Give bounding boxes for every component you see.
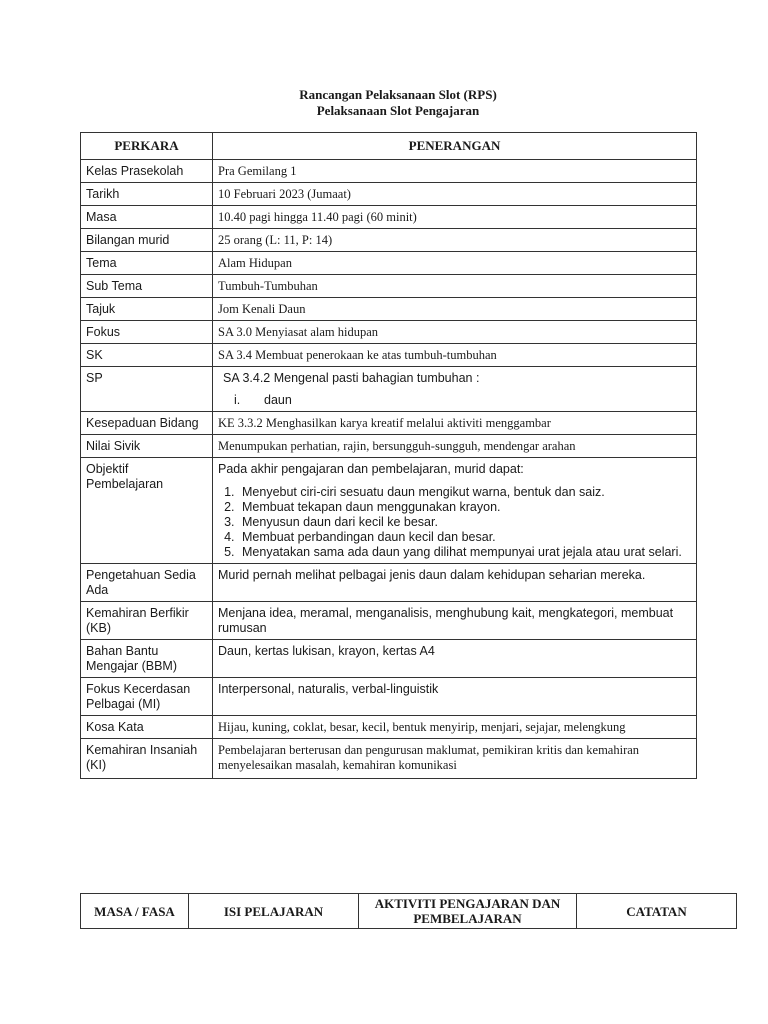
row-kosa bbox=[81, 716, 697, 739]
objective-item: 3. Menyusun daun dari kecil ke besar. bbox=[238, 515, 691, 530]
row-value: Hijau, kuning, coklat, besar, kecil, bentuk menyirip, menjari, sejajar, melengkung bbox=[213, 716, 697, 739]
row-value: Daun, kertas lukisan, krayon, kertas A4 bbox=[213, 640, 697, 678]
row-bilangan bbox=[81, 229, 697, 252]
sp-item-text: daun bbox=[264, 393, 292, 407]
objective-list bbox=[218, 485, 691, 560]
row-label: Tema bbox=[81, 252, 213, 275]
row-value: Menjana idea, meramal, menganalisis, menghubung kait, mengkategori, membuat rumusan bbox=[213, 602, 697, 640]
header-catatan: CATATAN bbox=[577, 894, 737, 929]
row-masa bbox=[81, 206, 697, 229]
row-value: Pra Gemilang 1 bbox=[213, 160, 697, 183]
header-row bbox=[81, 133, 697, 160]
row-label: Nilai Sivik bbox=[81, 435, 213, 458]
row-value bbox=[213, 458, 697, 564]
row-sk bbox=[81, 344, 697, 367]
activity-header-row bbox=[81, 894, 737, 929]
row-label: Kosa Kata bbox=[81, 716, 213, 739]
row-kb bbox=[81, 602, 697, 640]
activity-table bbox=[80, 893, 737, 929]
row-value: Alam Hidupan bbox=[213, 252, 697, 275]
row-label: Kemahiran Berfikir (KB) bbox=[81, 602, 213, 640]
row-label: Masa bbox=[81, 206, 213, 229]
row-label: Kelas Prasekolah bbox=[81, 160, 213, 183]
header-masa-fasa: MASA / FASA bbox=[81, 894, 189, 929]
row-value: Jom Kenali Daun bbox=[213, 298, 697, 321]
header-perkara: PERKARA bbox=[81, 133, 213, 160]
row-ki bbox=[81, 739, 697, 779]
row-label: Fokus Kecerdasan Pelbagai (MI) bbox=[81, 678, 213, 716]
row-label: Objektif Pembelajaran bbox=[81, 458, 213, 564]
row-label: Bilangan murid bbox=[81, 229, 213, 252]
header-aktiviti: AKTIVITI PENGAJARAN DAN PEMBELAJARAN bbox=[359, 894, 577, 929]
row-label: Sub Tema bbox=[81, 275, 213, 298]
row-kelas bbox=[81, 160, 697, 183]
sp-standard: SA 3.4.2 Mengenal pasti bahagian tumbuhan : bbox=[223, 371, 480, 385]
objective-item: 2. Membuat tekapan daun menggunakan krayon. bbox=[238, 500, 691, 515]
row-label: Bahan Bantu Mengajar (BBM) bbox=[81, 640, 213, 678]
lesson-plan-table bbox=[80, 132, 697, 779]
objective-item: 1. Menyebut ciri-ciri sesuatu daun mengikut warna, bentuk dan saiz. bbox=[238, 485, 691, 500]
row-value: SA 3.0 Menyiasat alam hidupan bbox=[213, 321, 697, 344]
row-value: Menumpukan perhatian, rajin, bersungguh-sungguh, mendengar arahan bbox=[213, 435, 697, 458]
row-label: Tarikh bbox=[81, 183, 213, 206]
row-sp bbox=[81, 367, 697, 412]
objective-intro: Pada akhir pengajaran dan pembelajaran, murid dapat: bbox=[218, 462, 524, 476]
title-line-2: Pelaksanaan Slot Pengajaran bbox=[316, 103, 480, 118]
row-label: Pengetahuan Sedia Ada bbox=[81, 564, 213, 602]
title-line-1: Rancangan Pelaksanaan Slot (RPS) bbox=[299, 87, 497, 102]
row-subtema bbox=[81, 275, 697, 298]
row-objektif bbox=[81, 458, 697, 564]
row-label: SK bbox=[81, 344, 213, 367]
row-tema bbox=[81, 252, 697, 275]
row-label: Fokus bbox=[81, 321, 213, 344]
row-label: SP bbox=[81, 367, 213, 412]
objective-item: 5. Menyatakan sama ada daun yang dilihat mempunyai urat jejala atau urat selari. bbox=[238, 545, 691, 560]
document-title bbox=[0, 87, 768, 119]
row-value: Pembelajaran berterusan dan pengurusan maklumat, pemikiran kritis dan kemahiran menyelesaikan masalah, kemahiran komunikasi bbox=[213, 739, 697, 779]
row-value bbox=[213, 367, 697, 412]
row-value: KE 3.3.2 Menghasilkan karya kreatif melalui aktiviti menggambar bbox=[213, 412, 697, 435]
row-pengetahuan bbox=[81, 564, 697, 602]
row-value: 10 Februari 2023 (Jumaat) bbox=[213, 183, 697, 206]
row-value: Murid pernah melihat pelbagai jenis daun dalam kehidupan seharian mereka. bbox=[213, 564, 697, 602]
row-value: 10.40 pagi hingga 11.40 pagi (60 minit) bbox=[213, 206, 697, 229]
sp-list-item bbox=[218, 393, 691, 408]
row-label: Kemahiran Insaniah (KI) bbox=[81, 739, 213, 779]
row-bbm bbox=[81, 640, 697, 678]
row-tarikh bbox=[81, 183, 697, 206]
row-value: SA 3.4 Membuat penerokaan ke atas tumbuh-tumbuhan bbox=[213, 344, 697, 367]
row-mi bbox=[81, 678, 697, 716]
row-value: Tumbuh-Tumbuhan bbox=[213, 275, 697, 298]
row-fokus bbox=[81, 321, 697, 344]
objective-item: 4. Membuat perbandingan daun kecil dan besar. bbox=[238, 530, 691, 545]
row-value: Interpersonal, naturalis, verbal-linguistik bbox=[213, 678, 697, 716]
row-label: Kesepaduan Bidang bbox=[81, 412, 213, 435]
row-kesepaduan bbox=[81, 412, 697, 435]
row-value: 25 orang (L: 11, P: 14) bbox=[213, 229, 697, 252]
sp-item-number: i. bbox=[234, 393, 241, 407]
row-tajuk bbox=[81, 298, 697, 321]
header-penerangan: PENERANGAN bbox=[213, 133, 697, 160]
row-label: Tajuk bbox=[81, 298, 213, 321]
row-nilai bbox=[81, 435, 697, 458]
header-isi-pelajaran: ISI PELAJARAN bbox=[189, 894, 359, 929]
